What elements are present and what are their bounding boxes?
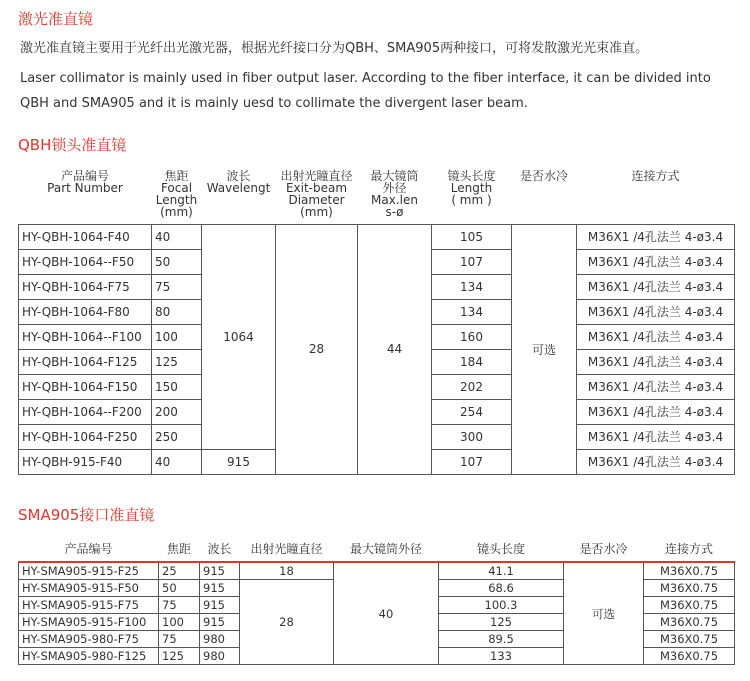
header-cell: 波长 (207, 542, 232, 556)
length-cell: 89.5 (439, 631, 564, 648)
header-part-number: 产品编号 Part Number (47, 169, 123, 195)
wavelength-cell: 915 (200, 580, 240, 597)
length-cell: 160 (432, 324, 512, 349)
sma-table (18, 537, 735, 665)
description-en: Laser collimator is mainly used in fiber output laser. According to the fiber interface, it can be divided into QBH and SMA905 and it is mainly uesd to collimate the divergent laser beam. (20, 71, 711, 111)
length-cell: 133 (439, 648, 564, 665)
header-water-cooling: 是否水冷 (519, 169, 568, 183)
connection-cell: M36X1 /4孔法兰 4-ø3.4 (577, 374, 735, 399)
connection-cell: M36X0.75 (644, 648, 735, 665)
length-cell: 134 (432, 299, 512, 324)
header-cell: 是否水冷 (579, 542, 628, 556)
length-cell: 107 (432, 449, 512, 474)
focal-cell: 100 (159, 614, 200, 631)
part-number-cell: HY-SMA905-915-F75 (19, 597, 159, 614)
wavelength-cell: 980 (200, 631, 240, 648)
focal-cell: 150 (152, 374, 202, 399)
focal-cell: 75 (159, 597, 200, 614)
connection-cell: M36X0.75 (644, 562, 735, 580)
header-cell: 镜头长度 (476, 542, 525, 556)
length-cell: 202 (432, 374, 512, 399)
qbh-table (18, 168, 735, 475)
header-wavelength: 波长 Wavelengt (206, 169, 271, 195)
connection-cell: M36X1 /4孔法兰 4-ø3.4 (577, 224, 735, 249)
length-cell: 134 (432, 274, 512, 299)
focal-cell: 40 (152, 224, 202, 249)
length-cell: 41.1 (439, 562, 564, 580)
connection-cell: M36X1 /4孔法兰 4-ø3.4 (577, 349, 735, 374)
wavelength-cell: 915 (200, 597, 240, 614)
part-number-cell: HY-SMA905-980-F125 (19, 648, 159, 665)
connection-cell: M36X1 /4孔法兰 4-ø3.4 (577, 299, 735, 324)
part-number-cell: HY-SMA905-915-F50 (19, 580, 159, 597)
part-number-cell: HY-SMA905-915-F25 (19, 562, 159, 580)
connection-cell: M36X0.75 (644, 631, 735, 648)
water-cooling-cell: 可选 (512, 224, 577, 474)
length-cell: 68.6 (439, 580, 564, 597)
part-number-cell: HY-QBH-1064-F125 (19, 349, 152, 374)
focal-cell: 75 (159, 631, 200, 648)
length-cell: 100.3 (439, 597, 564, 614)
description-cn: 激光准直镜主要用于光纤出光激光器，根据光纤接口分为QBH、SMA905两种接口，可将发散激光光束准直。 (20, 41, 649, 56)
header-cell: 连接方式 (664, 542, 713, 556)
connection-cell: M36X0.75 (644, 614, 735, 631)
header-cell: 焦距 (166, 542, 191, 556)
connection-cell: M36X0.75 (644, 597, 735, 614)
exit-beam-cell: 18 (240, 562, 334, 580)
max-lens-cell: 40 (334, 562, 439, 665)
header-cell: 出射光瞳直径 (250, 542, 323, 556)
header-focal-length: 焦距 Focal Length (mm) (155, 169, 198, 219)
focal-cell: 100 (152, 324, 202, 349)
length-cell: 254 (432, 399, 512, 424)
table-row (19, 562, 735, 580)
focal-cell: 125 (152, 349, 202, 374)
focal-cell: 200 (152, 399, 202, 424)
header-cell: 产品编号 (64, 542, 113, 556)
connection-cell: M36X1 /4孔法兰 4-ø3.4 (577, 324, 735, 349)
header-exit-beam: 出射光瞳直径 Exit-beam Diameter (mm) (280, 169, 353, 219)
sma-title: SMA905接口准直镜 (18, 506, 155, 524)
water-cooling-cell: 可选 (564, 562, 644, 665)
focal-cell: 50 (159, 580, 200, 597)
max-lens-cell: 44 (358, 224, 432, 474)
length-cell: 125 (439, 614, 564, 631)
header-cell: 最大镜筒外径 (349, 542, 422, 556)
exit-beam-cell: 28 (240, 580, 334, 665)
focal-cell: 75 (152, 274, 202, 299)
length-cell: 184 (432, 349, 512, 374)
focal-cell: 125 (159, 648, 200, 665)
focal-cell: 25 (159, 562, 200, 580)
connection-cell: M36X1 /4孔法兰 4-ø3.4 (577, 274, 735, 299)
header-max-lens: 最大镜筒 外径 Max.len s-ø (370, 169, 419, 219)
connection-cell: M36X1 /4孔法兰 4-ø3.4 (577, 449, 735, 474)
qbh-title: QBH锁头准直镜 (18, 136, 127, 154)
part-number-cell: HY-QBH-1064-F40 (19, 224, 152, 249)
header-connection: 连接方式 (631, 169, 680, 183)
wavelength-cell: 915 (200, 562, 240, 580)
wavelength-cell: 1064 (202, 224, 276, 449)
length-cell: 105 (432, 224, 512, 249)
part-number-cell: HY-SMA905-980-F75 (19, 631, 159, 648)
focal-cell: 50 (152, 249, 202, 274)
wavelength-cell: 915 (200, 614, 240, 631)
part-number-cell: HY-QBH-915-F40 (19, 449, 152, 474)
focal-cell: 250 (152, 424, 202, 449)
part-number-cell: HY-QBH-1064-F80 (19, 299, 152, 324)
focal-cell: 40 (152, 449, 202, 474)
part-number-cell: HY-SMA905-915-F100 (19, 614, 159, 631)
part-number-cell: HY-QBH-1064--F200 (19, 399, 152, 424)
focal-cell: 80 (152, 299, 202, 324)
length-cell: 107 (432, 249, 512, 274)
table-row (19, 224, 735, 249)
part-number-cell: HY-QBH-1064-F150 (19, 374, 152, 399)
wavelength-cell: 915 (202, 449, 276, 474)
part-number-cell: HY-QBH-1064-F75 (19, 274, 152, 299)
section-title: 激光准直镜 (18, 10, 94, 28)
part-number-cell: HY-QBH-1064-F250 (19, 424, 152, 449)
wavelength-cell: 980 (200, 648, 240, 665)
exit-beam-cell: 28 (276, 224, 358, 474)
connection-cell: M36X1 /4孔法兰 4-ø3.4 (577, 399, 735, 424)
connection-cell: M36X1 /4孔法兰 4-ø3.4 (577, 249, 735, 274)
length-cell: 300 (432, 424, 512, 449)
part-number-cell: HY-QBH-1064--F50 (19, 249, 152, 274)
part-number-cell: HY-QBH-1064--F100 (19, 324, 152, 349)
connection-cell: M36X1 /4孔法兰 4-ø3.4 (577, 424, 735, 449)
connection-cell: M36X0.75 (644, 580, 735, 597)
header-length: 镜头长度 Length ( mm ) (447, 169, 496, 207)
